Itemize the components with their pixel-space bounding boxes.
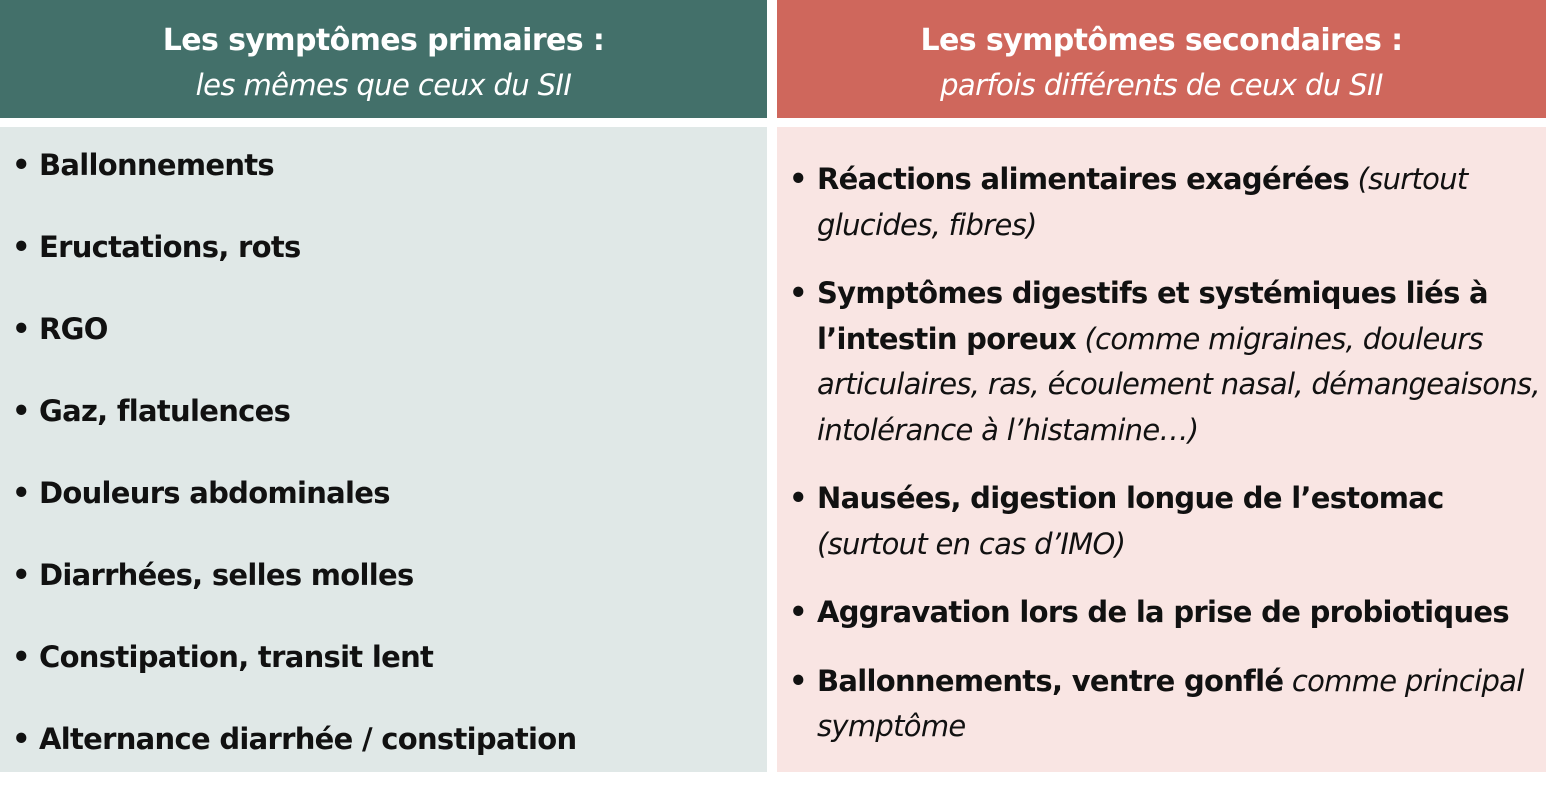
bullet-icon: • [12, 640, 30, 674]
list-item: • Symptômes digestifs et systémiques liés à l’intestin poreux (comme migraines, douleurs articulaires, ras, écoulement nasal, démangeaisons, intolérance à l’histamine…) [777, 271, 1546, 453]
secondary-symptom-list [777, 127, 1546, 750]
bullet-icon: • [789, 663, 807, 698]
list-item: • Constipation, transit lent [0, 637, 767, 719]
list-item: • Ballonnements [0, 145, 767, 227]
primary-subtitle: les mêmes que ceux du SII [195, 68, 572, 102]
primary-panel [0, 127, 767, 772]
list-item: • Réactions alimentaires exagérées (surtout glucides, fibres) [777, 157, 1546, 248]
bullet-icon: • [789, 595, 807, 629]
secondary-title: Les symptômes secondaires : [920, 23, 1403, 58]
secondary-subtitle: parfois différents de ceux du SII [940, 68, 1383, 102]
list-item: • Alternance diarrhée / constipation [0, 719, 767, 801]
list-item: • RGO [0, 309, 767, 391]
list-item: • Aggravation lors de la prise de probiotiques [777, 590, 1546, 636]
list-item: • Nausées, digestion longue de l’estomac (surtout en cas d’IMO) [777, 476, 1546, 567]
list-item: • Eructations, rots [0, 227, 767, 309]
bullet-icon: • [12, 476, 30, 510]
bullet-icon: • [789, 481, 807, 515]
primary-header [0, 0, 767, 118]
list-item: • Ballonnements, ventre gonflé comme principal symptôme [777, 659, 1546, 750]
bullet-icon: • [12, 394, 30, 428]
bullet-icon: • [12, 558, 30, 592]
primary-title: Les symptômes primaires : [162, 23, 605, 58]
bullet-icon: • [12, 312, 30, 346]
bullet-icon: • [12, 230, 30, 264]
list-item: • Diarrhées, selles molles [0, 555, 767, 637]
bullet-icon: • [789, 162, 807, 196]
primary-symptom-list [0, 127, 767, 801]
bullet-icon: • [789, 276, 807, 310]
bullet-icon: • [12, 722, 30, 756]
bullet-icon: • [12, 148, 30, 182]
list-item: • Douleurs abdominales [0, 473, 767, 555]
list-item: • Gaz, flatulences [0, 391, 767, 473]
secondary-panel [777, 127, 1546, 772]
secondary-header [777, 0, 1546, 118]
